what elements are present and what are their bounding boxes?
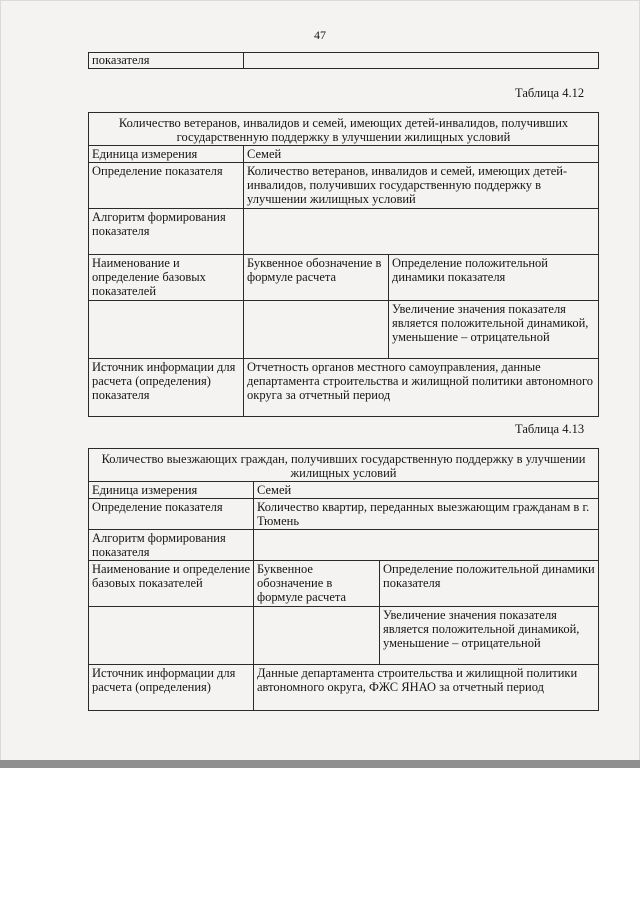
page-number: 47 (314, 28, 326, 42)
table-row (89, 449, 599, 482)
dynamics-label: Определение положительной динамики показателя (380, 561, 599, 607)
algorithm-label: Алгоритм формирования показателя (89, 209, 244, 255)
definition-label: Определение показателя (89, 163, 244, 209)
table-row (89, 561, 599, 607)
table-4-12 (88, 112, 599, 417)
definition-value: Количество квартир, переданных выезжающим гражданам в г. Тюмень (254, 499, 599, 530)
table-row (89, 301, 599, 359)
previous-table-fragment (88, 52, 599, 69)
source-label: Источник информации для расчета (определения) (89, 665, 254, 711)
dynamics-label: Определение положительной динамики показателя (389, 255, 599, 301)
letter-label: Буквенное обозначение в формуле расчета (244, 255, 389, 301)
definition-value: Количество ветеранов, инвалидов и семей, имеющих детей-инвалидов, получивших государственную поддержку в улучшении жилищных условий (244, 163, 599, 209)
table-row (89, 499, 599, 530)
empty-cell (89, 607, 254, 665)
unit-label: Единица измерения (89, 482, 254, 499)
table-row (89, 113, 599, 146)
empty-cell (244, 301, 389, 359)
fragment-label: показателя (89, 53, 244, 69)
table-row (89, 359, 599, 417)
base-label: Наименование и определение базовых показателей (89, 561, 254, 607)
table-4-13-caption: Таблица 4.13 (515, 422, 585, 436)
source-value: Отчетность органов местного самоуправления, данные департамента строительства и жилищной политики автономного округа за отчетный период (244, 359, 599, 417)
table-4-12-caption: Таблица 4.12 (515, 86, 585, 100)
scan-bottom-edge (0, 760, 640, 768)
table-row (89, 607, 599, 665)
table-row (89, 530, 599, 561)
source-label: Источник информации для расчета (определения) показателя (89, 359, 244, 417)
source-value: Данные департамента строительства и жилищной политики автономного округа, ФЖС ЯНАО за отчетный период (254, 665, 599, 711)
letter-label: Буквенное обозначение в формуле расчета (254, 561, 380, 607)
table-row (89, 163, 599, 209)
algorithm-value (254, 530, 599, 561)
table-title: Количество ветеранов, инвалидов и семей, имеющих детей-инвалидов, получивших государственную поддержку в улучшении жилищных условий (89, 113, 599, 146)
table-row (89, 255, 599, 301)
empty-cell (89, 301, 244, 359)
definition-label: Определение показателя (89, 499, 254, 530)
table-row (89, 53, 599, 69)
table-row (89, 665, 599, 711)
unit-value: Семей (244, 146, 599, 163)
empty-cell (254, 607, 380, 665)
algorithm-value (244, 209, 599, 255)
table-row (89, 146, 599, 163)
unit-value: Семей (254, 482, 599, 499)
table-4-13 (88, 448, 599, 711)
algorithm-label: Алгоритм формирования показателя (89, 530, 254, 561)
fragment-value (244, 53, 599, 69)
dynamics-value: Увеличение значения показателя является положительной динамикой, уменьшение – отрицательной (389, 301, 599, 359)
base-label: Наименование и определение базовых показателей (89, 255, 244, 301)
table-row (89, 482, 599, 499)
table-row (89, 209, 599, 255)
unit-label: Единица измерения (89, 146, 244, 163)
dynamics-value: Увеличение значения показателя является положительной динамикой, уменьшение – отрицательной (380, 607, 599, 665)
table-title: Количество выезжающих граждан, получивших государственную поддержку в улучшении жилищных условий (89, 449, 599, 482)
